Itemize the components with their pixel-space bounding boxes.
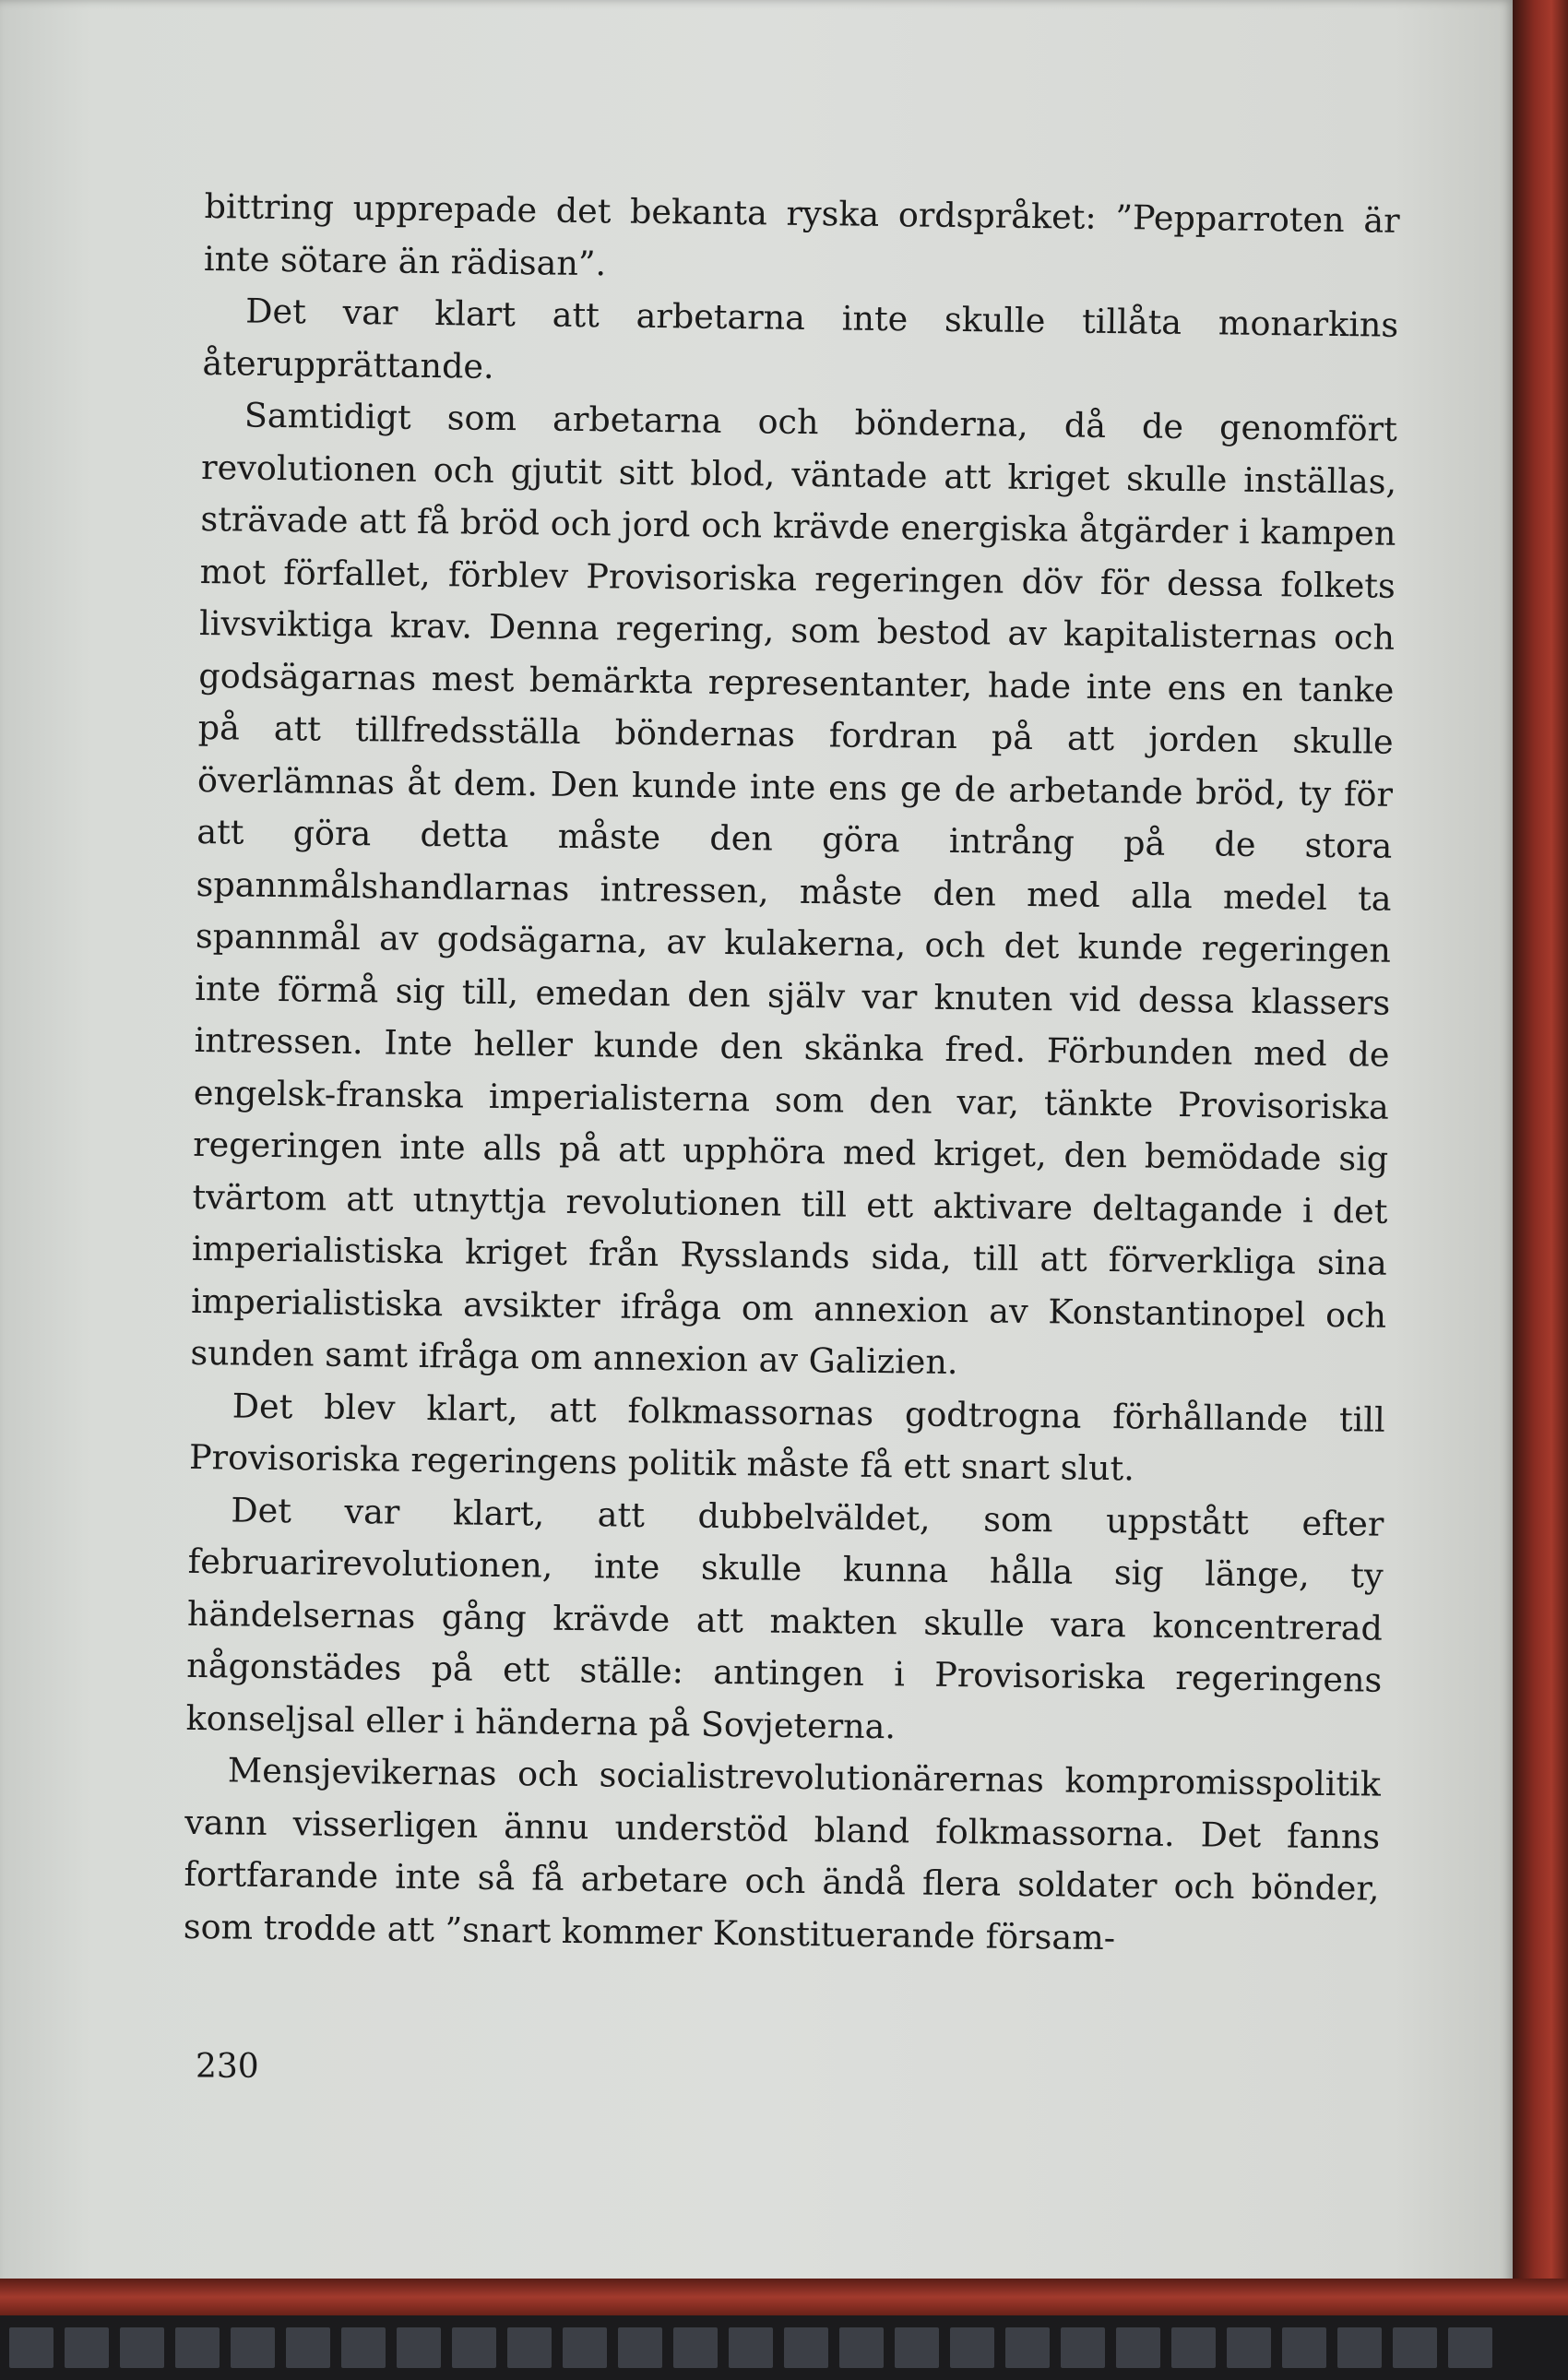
page-number: 230 <box>196 2048 259 2086</box>
paragraph-3: Samtidigt som arbetarna och bönderna, då de genomfört revolutionen och gjutit sitt blod, väntade att kriget skulle inställas, strävade att få bröd och jord och krävde energiska åtgärder i kampen mot förfallet, förblev Provisoriska regeringen döv för dessa folkets livsviktiga krav. Denna regering, som bestod av kapitalisternas och godsägarnas mest bemärkta representanter, hade inte ens en tanke på att tillfredsställa böndernas fordran på att jorden skulle överlämnas åt dem. Den kunde inte ens ge de arbetande bröd, ty för att göra detta måste den göra intrång på de stora spannmålshandlarnas intressen, måste den med alla medel ta spannmål av godsägarna, av kulakerna, och det kunde regeringen inte förmå sig till, emedan den själv var knuten vid dessa klassers intressen. Inte heller kunde den skänka fred. Förbunden med de engelsk-franska imperialisterna som den var, tänkte Provisoriska regeringen inte alls på att upphöra med kriget, den bemödade sig tvärtom att utnyttja revolutionen till ett aktivare deltagande i det imperialistiska kriget från Rysslands sida, till att förverkliga sina imperialistiska avsikter ifråga om annexion av Konstantinopel och sunden samt ifråga om annexion av Galizien. <box>190 395 1398 1383</box>
book-cover-bottom <box>0 2279 1568 2315</box>
paragraph-4: Det blev klart, att folkmassornas godtrogna förhållande till Provisoriska regeringens politik måste få ett snart slut. <box>188 1385 1385 1489</box>
paragraph-5: Det var klart, att dubbelväldet, som uppstått efter februarirevolutionen, inte skulle kunna hålla sig länge, ty händelsernas gång krävde att makten skulle vara koncentrerad någonstädes på ett ställe: antingen i Provisoriska regeringens konseljsal eller i händerna på Sovjeterna. <box>185 1489 1384 1746</box>
film-strip <box>0 2315 1568 2380</box>
body-text <box>184 181 1400 1968</box>
paragraph-2: Det var klart att arbetarna inte skulle tillåta monarkins återupprättande. <box>202 291 1399 387</box>
paragraph-6: Mensjevikernas och socialistrevolutionärernas kompromisspolitik vann visserligen ännu understöd bland folkmassorna. Det fanns fortfarande inte så få arbetare och ändå flera soldater och bönder, som trodde att ”snart kommer Konstituerande försam- <box>183 1750 1382 1958</box>
book-cover-edge <box>1513 0 1568 2380</box>
paragraph-1: bittring upprepade det bekanta ryska ordspråket: ”Pepparroten är inte sötare än rädisan”. <box>203 185 1400 283</box>
